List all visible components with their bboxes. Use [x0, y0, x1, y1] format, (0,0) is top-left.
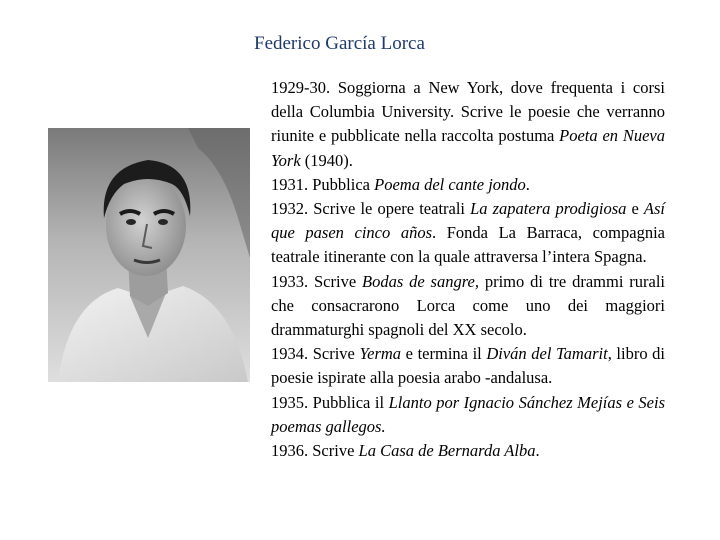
timeline-text: . Soggiorna a New York, dove frequenta i corsi della Columbia University. Scrive le poesie che verranno riunite e pubblicate nella raccolta postuma — [271, 78, 665, 146]
timeline-year: 1935 — [271, 392, 304, 412]
timeline-text: (1940). — [300, 150, 353, 170]
timeline-entry — [271, 342, 665, 390]
timeline-text: e termina il — [401, 344, 487, 364]
timeline-entry — [271, 76, 665, 173]
timeline-year: 1932 — [271, 199, 304, 219]
timeline-text: primo di tre drammi rurali che consacrarono Lorca come uno dei maggiori drammaturghi spagnoli del XX secolo. — [271, 271, 665, 340]
page-title: Federico García Lorca — [254, 33, 425, 54]
work-title: Bodas de sangre, — [362, 271, 479, 291]
timeline-entry — [271, 270, 665, 343]
timeline-entry — [271, 391, 665, 439]
work-title: Llanto por Ignacio Sánchez Mejías e Seis poemas gallegos. — [271, 392, 665, 436]
timeline-text: , libro di poesie ispirate alla poesia arabo -andalusa. — [271, 344, 666, 388]
timeline-text: . — [535, 441, 540, 461]
work-title: La zapatera prodigiosa — [470, 199, 627, 219]
timeline-text: . Scrive — [304, 344, 360, 364]
work-title: Poema del cante jondo — [374, 174, 526, 194]
timeline-entry — [271, 197, 665, 270]
biography-text — [271, 76, 665, 463]
timeline-year: 1936 — [271, 441, 304, 461]
timeline-year: 1931 — [271, 174, 304, 194]
timeline-text: e — [626, 199, 644, 219]
work-title: La Casa de Bernarda Alba — [358, 441, 536, 461]
timeline-text: . Fonda La Barraca, compagnia teatrale itinerante con la quale attraversa l’intera Spagna. — [271, 223, 665, 267]
timeline-text: Scrive — [308, 271, 362, 291]
timeline-entry — [271, 173, 665, 197]
timeline-entry — [271, 439, 665, 463]
timeline-text: . Scrive le opere teatrali — [304, 199, 471, 219]
work-title: Yerma — [359, 344, 402, 364]
timeline-year: 1933. — [271, 271, 309, 291]
work-title: Poeta en Nueva York — [271, 126, 665, 170]
timeline-text: . — [525, 174, 530, 194]
timeline-text: . Pubblica — [304, 174, 375, 194]
work-title: Así que pasen cinco años — [271, 199, 665, 243]
timeline-year: 1929-30 — [271, 78, 326, 97]
work-title: Diván del Tamarit — [486, 344, 608, 364]
timeline-text: . Scrive — [304, 441, 359, 461]
portrait-photo — [48, 128, 250, 382]
timeline-text: . Pubblica il — [304, 392, 389, 412]
timeline-year: 1934 — [271, 344, 304, 364]
